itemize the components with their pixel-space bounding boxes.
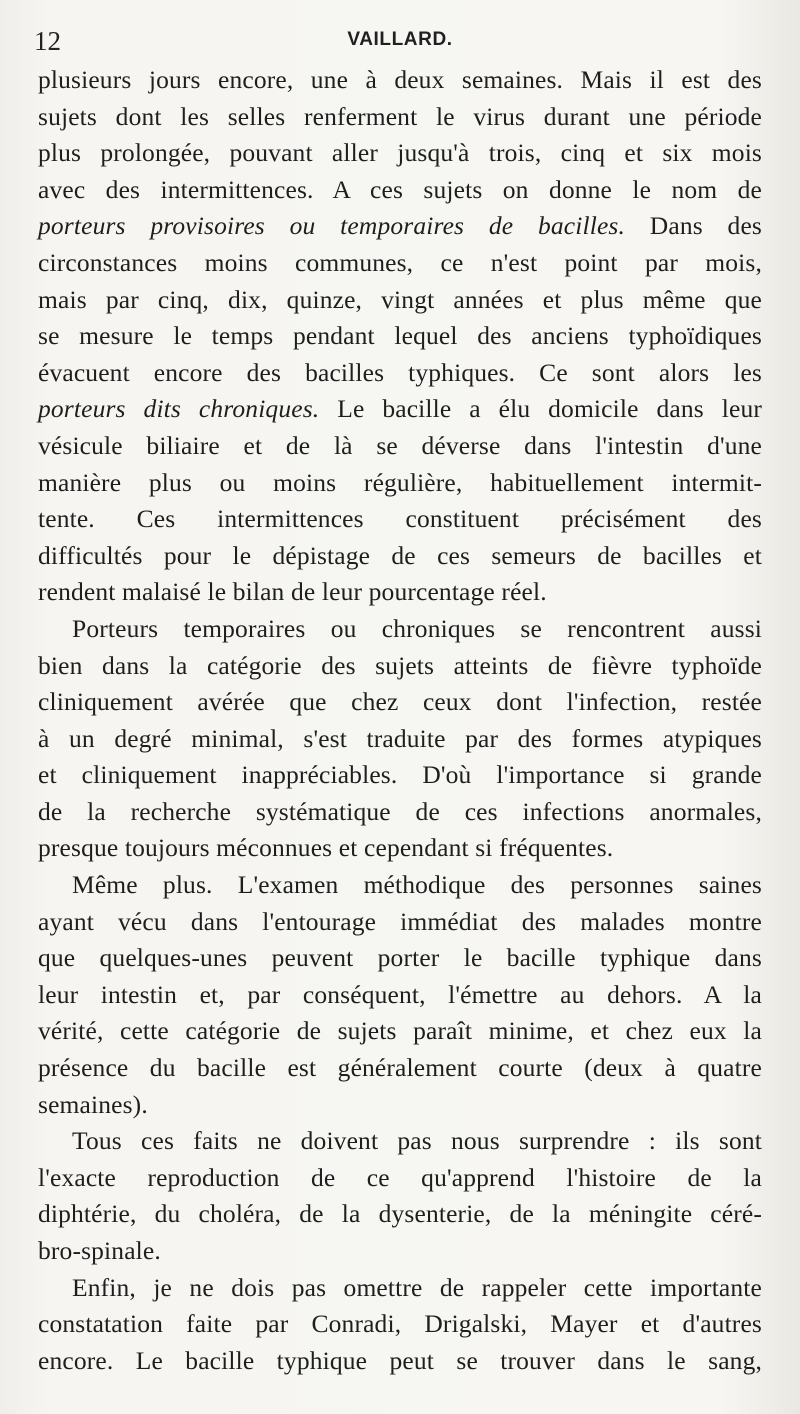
text-line: encore. Le bacille typhique peut se trouver dans le sang, bbox=[38, 1345, 762, 1375]
text-line: leur intestin et, par conséquent, l'émettre au dehors. A la bbox=[38, 979, 762, 1009]
text-run: Dans des bbox=[625, 211, 762, 241]
page-number: 12 bbox=[34, 26, 61, 56]
paragraph-first-line: Même plus. L'examen méthodique des personnes saines bbox=[72, 870, 762, 900]
text-line: difficultés pour le dépistage de ces semeurs de bacilles et bbox=[38, 540, 762, 570]
text-line: évacuent encore des bacilles typhiques. Ce sont alors les bbox=[38, 357, 762, 387]
paragraph-first-line: Tous ces faits ne doivent pas nous surprendre : ils sont bbox=[72, 1126, 762, 1156]
text-line: circonstances moins communes, ce n'est point par mois, bbox=[38, 247, 762, 277]
text-line: bien dans la catégorie des sujets atteints de fièvre typhoïde bbox=[38, 650, 762, 680]
page-header bbox=[30, 24, 770, 64]
text-line: plusieurs jours encore, une à deux semaines. Mais il est des bbox=[38, 65, 762, 94]
text-line: presque toujours méconnues et cependant si fréquentes. bbox=[38, 833, 614, 863]
text-line bbox=[38, 208, 762, 245]
text-run: Le bacille a élu domicile dans leur bbox=[319, 394, 762, 424]
text-line: et cliniquement inappréciables. D'où l'importance si grande bbox=[38, 760, 762, 790]
text-line: se mesure le temps pendant lequel des anciens typhoïdiques bbox=[38, 321, 762, 351]
text-line: plus prolongée, pouvant aller jusqu'à trois, cinq et six mois bbox=[38, 138, 762, 168]
text-line: constatation faite par Conradi, Drigalski, Mayer et d'autres bbox=[38, 1309, 762, 1339]
text-line: semaines). bbox=[38, 1089, 148, 1119]
paragraph-first-line: Enfin, je ne dois pas omettre de rappeler cette importante bbox=[72, 1272, 762, 1302]
text-line: cliniquement avérée que chez ceux dont l'infection, restée bbox=[38, 687, 762, 717]
text-line: rendent malaisé le bilan de leur pourcentage réel. bbox=[38, 577, 547, 607]
text-line: bro-spinale. bbox=[38, 1236, 161, 1265]
text-line: vésicule biliaire et de là se déverse dans l'intestin d'une bbox=[38, 430, 762, 460]
italic-term: porteurs provisoires ou temporaires de bacilles. bbox=[38, 211, 626, 241]
text-line: diphtérie, du choléra, de la dysenterie, de la méningite céré- bbox=[38, 1199, 762, 1229]
text-line: mais par cinq, dix, quinze, vingt années et plus même que bbox=[38, 284, 762, 314]
italic-term: porteurs dits chroniques. bbox=[38, 394, 320, 424]
paragraph-first-line: Porteurs temporaires ou chroniques se rencontrent aussi bbox=[72, 613, 762, 643]
text-line: à un degré minimal, s'est traduite par des formes atypiques bbox=[38, 723, 762, 753]
body-text bbox=[38, 62, 762, 1379]
text-line: de la recherche systématique de ces infections anormales, bbox=[38, 796, 762, 826]
text-line: sujets dont les selles renferment le virus durant une période bbox=[38, 101, 762, 131]
text-line: présence du bacille est généralement courte (deux à quatre bbox=[38, 1053, 762, 1083]
text-line bbox=[38, 391, 762, 428]
text-line: ayant vécu dans l'entourage immédiat des malades montre bbox=[38, 906, 762, 936]
text-line: que quelques-unes peuvent porter le bacille typhique dans bbox=[38, 943, 762, 973]
text-line: avec des intermittences. A ces sujets on donne le nom de bbox=[38, 174, 762, 204]
text-line: l'exacte reproduction de ce qu'apprend l'histoire de la bbox=[38, 1162, 762, 1192]
text-line: manière plus ou moins régulière, habituellement intermit- bbox=[38, 467, 762, 497]
text-line: vérité, cette catégorie de sujets paraît minime, et chez eux la bbox=[38, 1016, 762, 1046]
text-line: tente. Ces intermittences constituent précisément des bbox=[38, 504, 762, 534]
running-head: VAILLARD. bbox=[347, 29, 453, 50]
